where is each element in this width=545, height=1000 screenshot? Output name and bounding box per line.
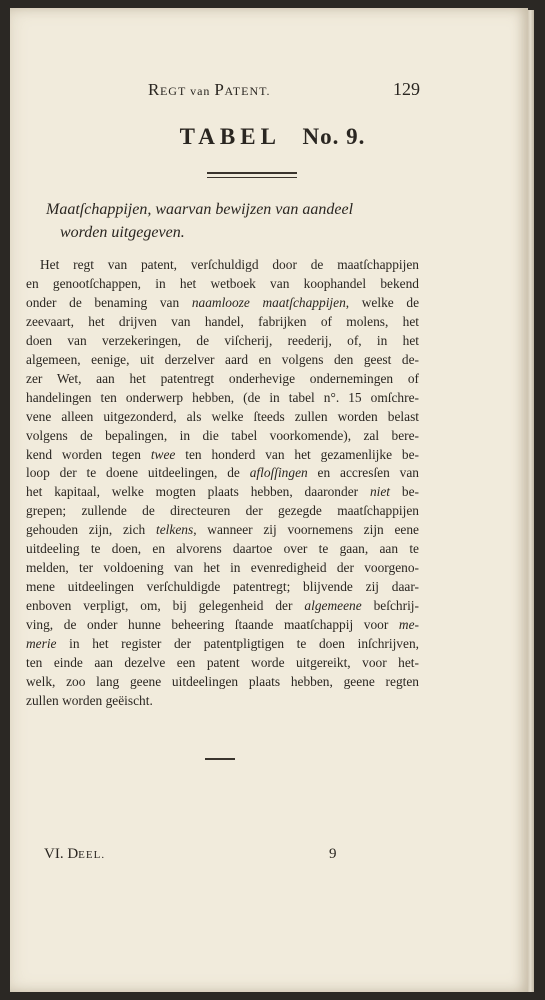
italic-term: afloſſingen <box>249 465 308 481</box>
body-line <box>26 635 419 654</box>
body-text-run: zeevaart, het drijven van handel, fabrijken of molens, het <box>26 313 419 329</box>
body-text-run: gehouden zijn, zich <box>26 522 156 538</box>
table-title-word: TABEL <box>179 124 281 149</box>
running-head-word2: ATENT. <box>224 84 271 98</box>
body-line <box>26 692 419 711</box>
body-text-run: doen van verzekeringen, de viſcherij, reederij, of, in het <box>26 332 419 348</box>
italic-term: niet <box>369 484 391 500</box>
body-line <box>26 370 419 389</box>
page-edge <box>528 10 534 992</box>
body-text-run: ten einde aan dezelve een patent worde uitgereikt, voor het- <box>26 655 419 671</box>
body-text-run: , welke de <box>345 294 420 310</box>
body-text-run: ving, de onder hunne beheering ſtaande maatſchappij voor <box>26 617 399 633</box>
body-line <box>26 521 419 540</box>
body-text-run: en accresſen van <box>307 465 419 481</box>
body-text-run: enboven verpligt, om, bij gelegenheid der <box>26 598 305 614</box>
italic-term: telkens <box>156 522 194 538</box>
running-head-van: van <box>186 84 215 98</box>
body-line <box>26 673 419 692</box>
body-text-run: ten honderd van het gezamenlijke be- <box>175 446 420 462</box>
body-text-run: onder de benaming van <box>26 294 192 310</box>
volume-label-rest: EEL. <box>78 849 106 861</box>
body-text-run: uitdeeling te doen, en alvorens daartoe over te gaan, aan te <box>26 541 419 557</box>
body-line <box>26 275 419 294</box>
body-line <box>26 578 419 597</box>
body-text-run: vene alleen uitgezonderd, als welke ſteeds zullen worden belast <box>26 408 419 424</box>
body-text-run: grepen; zullende de directeuren der gezegde maatſchappijen <box>26 503 419 519</box>
title-rule-thick <box>207 172 297 174</box>
running-head-initial: R <box>148 80 160 99</box>
body-text-run: algemeen, eenige, uit derzelver aard en volgens den geest de- <box>26 351 419 367</box>
italic-term: twee <box>150 446 176 462</box>
body-text-run: en genootſchappen, in het wetboek van koophandel bekend <box>26 275 419 291</box>
italic-term: algemeene <box>304 598 362 614</box>
table-title-number: No. 9. <box>302 124 366 149</box>
title-rule-thin <box>207 177 297 178</box>
body-line <box>26 313 419 332</box>
italic-term: me- <box>398 617 419 633</box>
section-subtitle <box>46 198 446 244</box>
italic-term: naamlooze maatſchappijen <box>191 294 346 310</box>
body-text-run: zer Wet, aan het patentregt onderhevige ondernemingen of <box>26 370 419 386</box>
body-line <box>26 389 419 408</box>
body-text-run: het kapitaal, welke mogten plaats hebben, daaronder <box>26 484 370 500</box>
body-text-run: melden, ter voldoening van het in evenredigheid der voorgeno- <box>26 560 419 576</box>
body-line <box>26 483 419 502</box>
body-line <box>26 654 419 673</box>
volume-signature <box>44 846 105 863</box>
body-text-run: beſchrij- <box>361 598 419 614</box>
body-line <box>26 616 419 635</box>
body-text-run: be- <box>390 484 419 500</box>
page-number: 129 <box>393 79 420 99</box>
body-text-run: welk, zoo lang geene uitdeelingen plaats hebben, geene regten <box>26 673 419 689</box>
body-text-run: Het regt van patent, verſchuldigd door de maatſchappijen <box>40 257 419 272</box>
signature-mark: 9 <box>329 846 337 862</box>
running-head-word1: EGT <box>159 84 187 98</box>
body-text-run: loop der te doene uitdeelingen, de <box>26 465 250 481</box>
body-text-run: mene uitdeelingen verſchuldigde patentregt; blijvende zij daar- <box>26 579 419 595</box>
body-paragraph <box>26 256 419 711</box>
body-text-run: volgens de bepalingen, in die tabel voorkomende), zal bere- <box>26 427 419 443</box>
body-text-run: kend worden tegen <box>26 446 151 462</box>
body-text-run: handelingen ten onderwerp hebben, (de in tabel n°. 15 omſchre- <box>26 389 419 405</box>
running-head-initial2: P <box>214 80 225 99</box>
body-line <box>26 540 419 559</box>
body-line <box>26 408 419 427</box>
subtitle-line-2: worden uitgegeven. <box>60 224 185 241</box>
body-line <box>26 294 419 313</box>
body-line <box>26 464 419 483</box>
closing-rule <box>205 758 235 760</box>
volume-label: VI. D <box>44 846 79 862</box>
body-line <box>26 446 419 465</box>
subtitle-line-1: Maatſchappijen, waarvan bewijzen van aandeel <box>46 201 354 218</box>
table-title <box>0 124 545 150</box>
body-text-run: , wanneer zij voornemens zijn eene <box>193 522 419 538</box>
running-head <box>148 80 271 100</box>
body-text-run: in het register der patentpligtigen te doen inſchrijven, <box>56 636 419 652</box>
body-line <box>26 256 419 275</box>
body-line <box>26 351 419 370</box>
body-text-run: zullen worden geëischt. <box>26 692 153 708</box>
body-line <box>26 559 419 578</box>
body-line <box>26 332 419 351</box>
body-line <box>26 502 419 521</box>
body-line <box>26 427 419 446</box>
body-line <box>26 597 419 616</box>
italic-term: merie <box>26 636 57 652</box>
